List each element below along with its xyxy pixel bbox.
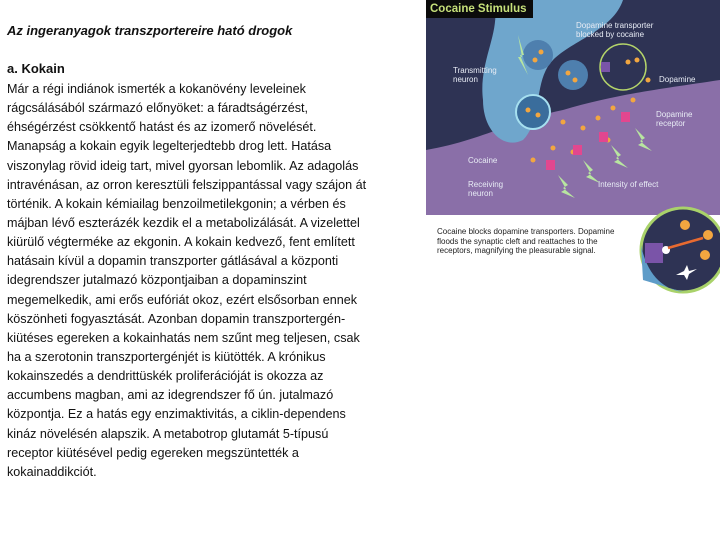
label-cocaine: Cocaine (468, 156, 498, 165)
body-line: kokainaddikciót. (7, 464, 97, 479)
body-line: kokainszedés a dendrittüskék proliferációját is okozza az (7, 369, 324, 384)
body-line: rágcsálásából származó előnyöket: a fáradtságérzést, (7, 101, 309, 116)
label-transmitting-neuron: Transmitting neuron (453, 66, 497, 84)
body-line: történik. A kokain kémiailag benzoilmetilekgonin; a vérben és (7, 196, 346, 211)
page-title: Az ingeranyagok transzportereire ható drogok (7, 23, 293, 38)
label-dopamine: Dopamine (659, 75, 696, 84)
figure-caption: Cocaine blocks dopamine transporters. Dopamine floods the synaptic cleft and reattaches to the receptors, magnifying the pleasurable signal. (437, 227, 615, 255)
body-line: májban lévő eszterázék kezdik el a metabolizálását. A vizelettel (7, 215, 360, 230)
section-heading: a. Kokain (7, 61, 65, 76)
body-line: accumbens magban, ami az idegrendszer fő ún. jutalmazó (7, 388, 334, 403)
body-text (7, 80, 366, 482)
label-transporter: Dopamine transporter blocked by cocaine (576, 21, 654, 39)
body-line: receptor kiütésével pedig egereken megszüntették a (7, 445, 299, 460)
body-line: kináz növelésén alapszik. A metabotrop glutamát 5-típusú (7, 426, 329, 441)
body-line: Már a régi indiánok ismerték a kokanövény leveleinek (7, 82, 306, 96)
body-line: intravénásan, az orron keresztüli felszippantással vagy szájon át (7, 177, 367, 192)
body-line: kiürülő végterméke az ekgonin. A kokain kedvező, fent említett (7, 235, 355, 250)
body-line: viszonylag rövid ideig tart, mivel gyorsan lebomlik. Az adagolás (7, 158, 359, 173)
body-line: idegrendszer jutalmazó központjaiban a dopaminszint (7, 273, 307, 288)
label-receiving-neuron: Receiving neuron (468, 180, 504, 198)
body-line: éhségérzést csökkentő hatást és az izomerő növelését. (7, 120, 317, 135)
label-intensity: Intensity of effect (598, 180, 659, 189)
cocaine-stimulus-figure (423, 0, 720, 300)
body-line: központja. Ez a hatás egy enzimaktivitás, a ciklin-dependens (7, 407, 346, 422)
body-line: kiütéses egereken a kokainhatás nem szűnt meg teljesen, csak (7, 330, 360, 345)
body-line: megemelkedik, ami erős eufóriát okoz, ezért elsősorban ennek (7, 292, 358, 307)
body-line: köszönheti fogyasztását. Azonban dopamin transzportergén- (7, 311, 346, 326)
body-line: hatásain kívül a dopamin transzporter gátlásával a központi (7, 254, 339, 269)
label-dopamine-receptor: Dopamine receptor (656, 110, 693, 128)
body-line: ha a szerotonin transzportergénjét is kiütötték. A krónikus (7, 349, 326, 364)
figure-title: Cocaine Stimulus (426, 0, 533, 18)
body-line: Manapság a kokain egyik legelterjedtebb drog lett. Hatása (7, 139, 332, 154)
